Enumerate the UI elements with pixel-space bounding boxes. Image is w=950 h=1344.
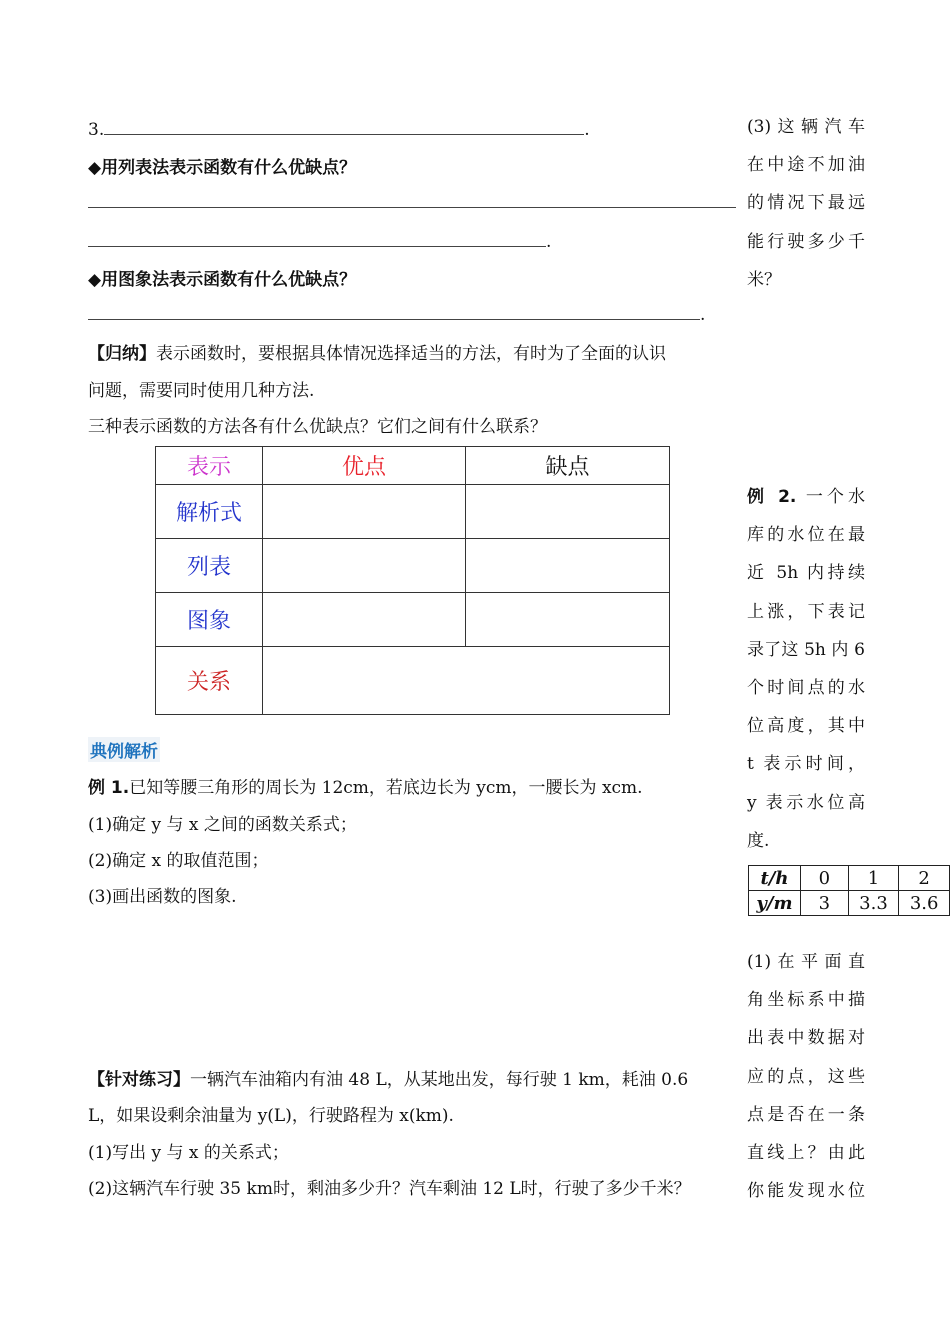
cell-relation[interactable] <box>263 647 670 715</box>
right-top-line: 能行驶多少千 <box>747 231 865 252</box>
water-table-cell: 1 <box>848 866 899 891</box>
right-bottom-line: 应的点，这些 <box>747 1066 865 1087</box>
practice-q2: (2)这辆汽车行驶 35 km时，剩油多少升？汽车剩油 12 L时，行驶了多少千米？ <box>88 1179 691 1199</box>
question-table-method: ◆用列表法表示函数有什么优缺点？ <box>88 158 357 178</box>
examples-heading: 典例解析 <box>88 737 160 762</box>
example2-line: 录了这 5h 内 6 <box>747 639 865 660</box>
summary-line-1 <box>88 339 666 364</box>
water-table-cell: 3.3 <box>848 891 899 916</box>
right-top-line: 在中途不加油 <box>747 155 865 176</box>
water-table-cell: 3.6 <box>899 891 950 916</box>
water-level-table <box>748 865 950 916</box>
row-label-relation: 关系 <box>156 647 263 715</box>
water-table-header-t: t/h <box>749 866 801 891</box>
cell-graph-advantage[interactable] <box>263 593 466 647</box>
example2-line: y 表示水位高 <box>747 792 865 813</box>
right-bottom-line: (1)在平面直 <box>747 952 865 972</box>
practice-line-1 <box>88 1065 688 1090</box>
cell-formula-advantage[interactable] <box>263 485 466 539</box>
example2-line: 上涨，下表记 <box>747 601 865 622</box>
table-method-end: . <box>546 232 552 252</box>
right-bottom-line: 直线上？由此 <box>747 1143 865 1164</box>
item3-row <box>88 120 590 139</box>
graph-method-blank[interactable] <box>88 305 700 320</box>
header-disadvantages: 缺点 <box>466 447 670 485</box>
example1-q1: (1)确定 y 与 x 之间的函数关系式； <box>88 815 357 835</box>
summary-text-2: 问题，需要同时使用几种方法. <box>88 381 315 401</box>
right-top-line: 米？ <box>747 269 781 290</box>
right-top-block <box>747 108 865 299</box>
example2-line: 个时间点的水 <box>747 678 865 699</box>
example1-line <box>88 773 643 798</box>
example2-line: 库的水位在最 <box>747 525 865 546</box>
practice-q1: (1)写出 y 与 x 的关系式； <box>88 1143 289 1163</box>
right-bottom-line: 出表中数据对 <box>747 1028 865 1049</box>
comparison-table <box>155 446 670 715</box>
graph-method-end: . <box>700 305 706 325</box>
item3-blank[interactable] <box>104 120 584 135</box>
water-table-row-t <box>749 866 950 891</box>
water-table-clip <box>748 865 950 921</box>
cell-list-advantage[interactable] <box>263 539 466 593</box>
practice-tag: 【针对练习】 <box>88 1070 190 1090</box>
summary-tag: 【归纳】 <box>88 344 156 364</box>
table-row-relation <box>156 647 670 715</box>
question-graph-method: ◆用图象法表示函数有什么优缺点？ <box>88 270 357 290</box>
header-represent: 表示 <box>156 447 263 485</box>
water-table-cell: 0 <box>800 866 848 891</box>
example2-line: 近 5h 内持续 <box>747 563 865 584</box>
table-method-row-2 <box>88 232 551 251</box>
header-advantages: 优点 <box>263 447 466 485</box>
example1-q2: (2)确定 x 的取值范围； <box>88 851 269 871</box>
right-bottom-line: 点是否在一条 <box>747 1104 865 1125</box>
table-method-blank-2[interactable] <box>88 232 546 247</box>
table-header-row <box>156 447 670 485</box>
practice-text-1: 一辆汽车油箱内有油 48 L，从某地出发，每行驶 1 km，耗油 0.6 <box>190 1070 689 1090</box>
row-label-list: 列表 <box>156 539 263 593</box>
example2-line: 一个水 <box>805 487 865 507</box>
water-table-cell: 3 <box>800 891 848 916</box>
example1-q3: (3)画出函数的图象. <box>88 887 237 907</box>
water-table-header-y: y/m <box>749 891 801 916</box>
water-table-row-y <box>749 891 950 916</box>
right-bottom-line: 你能发现水位 <box>747 1181 865 1202</box>
water-table-cell: 2 <box>899 866 950 891</box>
cell-formula-disadvantage[interactable] <box>466 485 670 539</box>
table-row-list <box>156 539 670 593</box>
row-label-formula: 解析式 <box>156 485 263 539</box>
table-method-blank-1[interactable] <box>88 193 736 208</box>
row-label-graph: 图象 <box>156 593 263 647</box>
practice-text-2: L，如果设剩余油量为 y(L)，行驶路程为 x(km). <box>88 1106 454 1126</box>
right-bottom-block <box>747 943 865 1210</box>
table-row-graph <box>156 593 670 647</box>
right-top-line: (3)这辆汽车 <box>747 117 865 137</box>
example2-line: 度. <box>747 830 770 851</box>
cell-list-disadvantage[interactable] <box>466 539 670 593</box>
example1-text: 已知等腰三角形的周长为 12cm，若底边长为 ycm，一腰长为 xcm. <box>129 778 643 798</box>
example2-first-line <box>747 478 865 516</box>
right-top-line: 的情况下最远 <box>747 193 865 214</box>
item3-number: 3. <box>88 120 105 140</box>
example1-label: 例 1. <box>88 778 130 798</box>
table-row-formula <box>156 485 670 539</box>
summary-text-1: 表示函数时，要根据具体情况选择适当的方法，有时为了全面的认识 <box>156 344 666 364</box>
cell-graph-disadvantage[interactable] <box>466 593 670 647</box>
summary-question: 三种表示函数的方法各有什么优缺点？它们之间有什么联系？ <box>88 417 547 437</box>
graph-method-row <box>88 305 705 324</box>
right-bottom-line: 角坐标系中描 <box>747 990 865 1011</box>
example2-line: 位高度，其中 <box>747 716 865 737</box>
example2-block <box>747 478 865 860</box>
item3-end: . <box>584 120 590 140</box>
example2-label: 例 2. <box>747 487 797 507</box>
example2-line: t 表示时间， <box>747 754 865 775</box>
